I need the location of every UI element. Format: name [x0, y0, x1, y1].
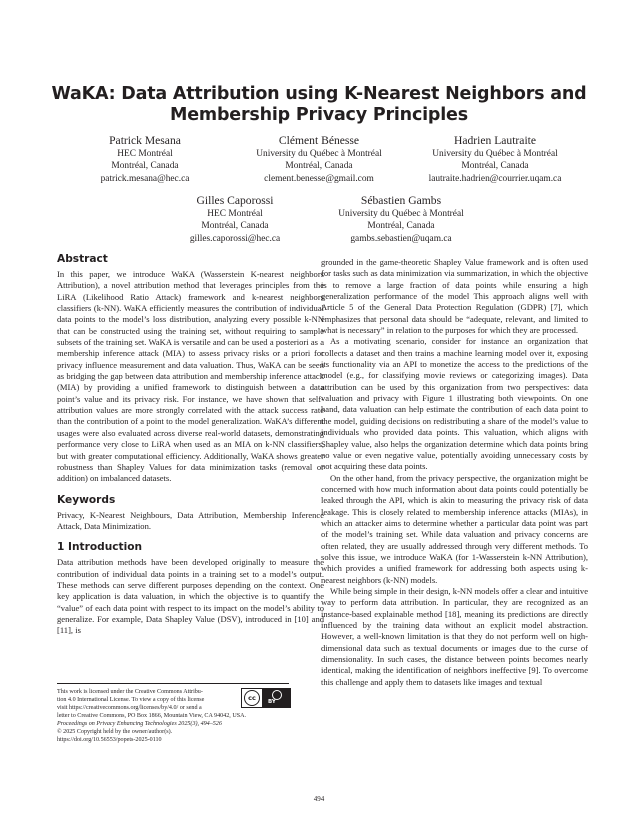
- author-affiliation: University du Québec à Montréal: [256, 149, 382, 159]
- left-column: [57, 253, 324, 637]
- introduction-paragraph-1: Data attribution methods have been developed originally to measure the contribution of individual data points in a training set to a model’s output. These methods can serve different purposes depending on the context. One key application is data valuation, in which the objective is to quantify the “value” of each data point with respect to its impact on the model’s ability to generalize. For example, Data Shapley Value (DSV), introduced in [10] and [11], is: [57, 557, 324, 636]
- by-icon: [262, 689, 290, 707]
- paper-title: [40, 84, 598, 126]
- author-email: gilles.caporossi@hec.ca: [189, 233, 281, 244]
- author-affiliation: HEC Montréal: [117, 149, 173, 159]
- author-location: Montréal, Canada: [201, 221, 269, 232]
- by-label: BY: [268, 699, 276, 705]
- body-paragraph-2: As a motivating scenario, consider for instance an organization that collects a dataset and then trains a machine learning model over it, exposing its functionality via an API to monetize the access to the predictions of the model (e.g., for classifying movie reviews or categorizing images). Data attribution can be used by this organization from two perspectives: data valuation and privacy with Figure 1 illustrating both viewpoints. On one hand, data valuation can help estimate the contribution of each data point to the model, guiding decisions on redistributing a share of the model’s value to individuals who provided data points. This valuation, which aligns with Shapley value, also helps the organization determine which data points bring no value or even negative value, potentially avoiding unnecessary costs by not acquiring these data points.: [321, 336, 588, 472]
- author-email: patrick.mesana@hec.ca: [100, 173, 190, 184]
- page-number: 494: [313, 795, 325, 803]
- author-name: Clément Bénesse: [278, 134, 360, 147]
- author-location: Montréal, Canada: [461, 161, 529, 172]
- keywords-heading: Keywords: [57, 493, 116, 506]
- copyright-line: © 2025 Copyright held by the owner/author(s).: [57, 729, 173, 735]
- abstract-text: In this paper, we introduce WaKA (Wasserstein K-nearest neighbors Attribution), a novel attribution method that leverages principles from the LiRA (Likelihood Ratio Attack) framework and k-nearest neighbors classifiers (k-NN). WaKA efficiently measures the contribution of individual data points to the model’s loss distribution, analyzing every possible k-NN that can be constructed using the training set, without requiring to sample subsets of the training set. WaKA is versatile and can be used a posteriori as a membership inference attack (MIA) to assess privacy risks or a priori for privacy influence measurement and data valuation. Thus, WaKA can be seen as bridging the gap between data attribution and membership inference attack (MIA) by providing a unified framework to distinguish between a data point’s value and its privacy risk. For instance, we have shown that self-attribution values are more strongly correlated with the attack success rate than the contribution of a point to the model generalization. WaKA’s different usages were also evaluated across diverse real-world datasets, demonstrating performance very close to LiRA when used as an MIA on k-NN classifiers, but with greater computational efficiency. Additionally, WaKA shows greater robustness than Shapley Values for data minimization tasks (removal or addition) on imbalanced datasets.: [57, 269, 324, 484]
- author-name: Sébastien Gambs: [360, 194, 442, 207]
- title-line-1: WaKA: Data Attribution using K-Nearest Neighbors and: [51, 84, 587, 104]
- author-affiliation: University du Québec à Montréal: [338, 209, 464, 219]
- cc-by-license-icon[interactable]: [241, 688, 291, 708]
- author-block-5: [322, 193, 480, 245]
- body-paragraph-3: On the other hand, from the privacy perspective, the organization might be concerned with how much information about data points could potentially be leaked through the API, which is akin to measuring the privacy risk of data leakage. This is closely related to membership inference attacks (MIAs), in which an attacker aims to determine whether a particular data point was part of the model’s training set. While data valuation and privacy concerns are often related, they are usually addressed through very different methods. To solve this issue, we introduce WaKA (for 1-Wasserstein k-NN Attribution), which provides a unified framework for addressing both aspects using k-nearest neighbors (k-NN) models.: [321, 472, 588, 585]
- author-affiliation: University du Québec à Montréal: [432, 149, 558, 159]
- author-block-2: [240, 133, 398, 185]
- author-location: Montréal, Canada: [285, 161, 353, 172]
- author-block-3: [410, 133, 580, 185]
- author-name: Gilles Caporossi: [196, 194, 274, 207]
- author-affiliation: HEC Montréal: [207, 209, 263, 219]
- author-name: Patrick Mesana: [109, 134, 181, 147]
- body-paragraph-4: While being simple in their design, k-NN models offer a clear and intuitive way to perform data attribution. In particular, they are recognized as an instance-based explainable method [18], meaning its predictions are directly influenced by the training data without an explicit model abstraction. However, a well-known limitation is that they do not perform well on high-dimensional data such as textual documents or images due to the curse of dimensionality. In such cases, the distance between points becomes nearly identical, making the identification of neighbors ineffective [9]. To overcome this challenge and apply them to datasets like images and textual: [321, 585, 588, 687]
- cc-icon: cc: [244, 690, 260, 706]
- author-email: clement.benesse@gmail.com: [264, 173, 374, 184]
- body-paragraph-1: grounded in the game-theoretic Shapley Value framework and is often used for tasks such as data minimization via summarization, in which the objective is to remove a large fraction of data points while ensuring a high generalization performance of the model This approach aligns well with Article 5 of the General Data Protection Regulation (GDPR) [7], which emphasizes that personal data should be “adequate, relevant, and limited to what is necessary” in relation to the purposes for which they are processed.: [321, 257, 588, 336]
- author-email: gambs.sebastien@uqam.ca: [350, 233, 452, 244]
- author-email: lautraite.hadrien@courrier.uqam.ca: [428, 173, 562, 184]
- introduction-heading: 1 Introduction: [57, 541, 143, 554]
- license-line-1: This work is licensed under the Creative Commons Attribu-: [57, 689, 203, 695]
- author-location: Montréal, Canada: [367, 221, 435, 232]
- author-name: Hadrien Lautraite: [453, 134, 537, 147]
- proceedings-line: Proceedings on Privacy Enhancing Technologies 2025(3), 494–526: [57, 721, 222, 727]
- author-block-1: [70, 133, 220, 185]
- license-line-2: tion 4.0 International License. To view a copy of this license: [57, 697, 205, 703]
- keywords-text: Privacy, K-Nearest Neighbours, Data Attribution, Membership Inference Attack, Data Minimization.: [57, 509, 324, 531]
- right-column: [321, 257, 588, 688]
- author-block-4: [160, 193, 310, 245]
- title-line-2: Membership Privacy Principles: [170, 105, 468, 125]
- license-line-3: visit https://creativecommons.org/licenses/by/4.0/ or send a: [57, 705, 202, 711]
- license-line-4: letter to Creative Commons, PO Box 1866, Mountain View, CA 94042, USA.: [57, 713, 247, 719]
- abstract-heading: Abstract: [57, 253, 108, 265]
- doi-link[interactable]: https://doi.org/10.56553/popets-2025-0110: [57, 737, 162, 743]
- author-location: Montréal, Canada: [111, 161, 179, 172]
